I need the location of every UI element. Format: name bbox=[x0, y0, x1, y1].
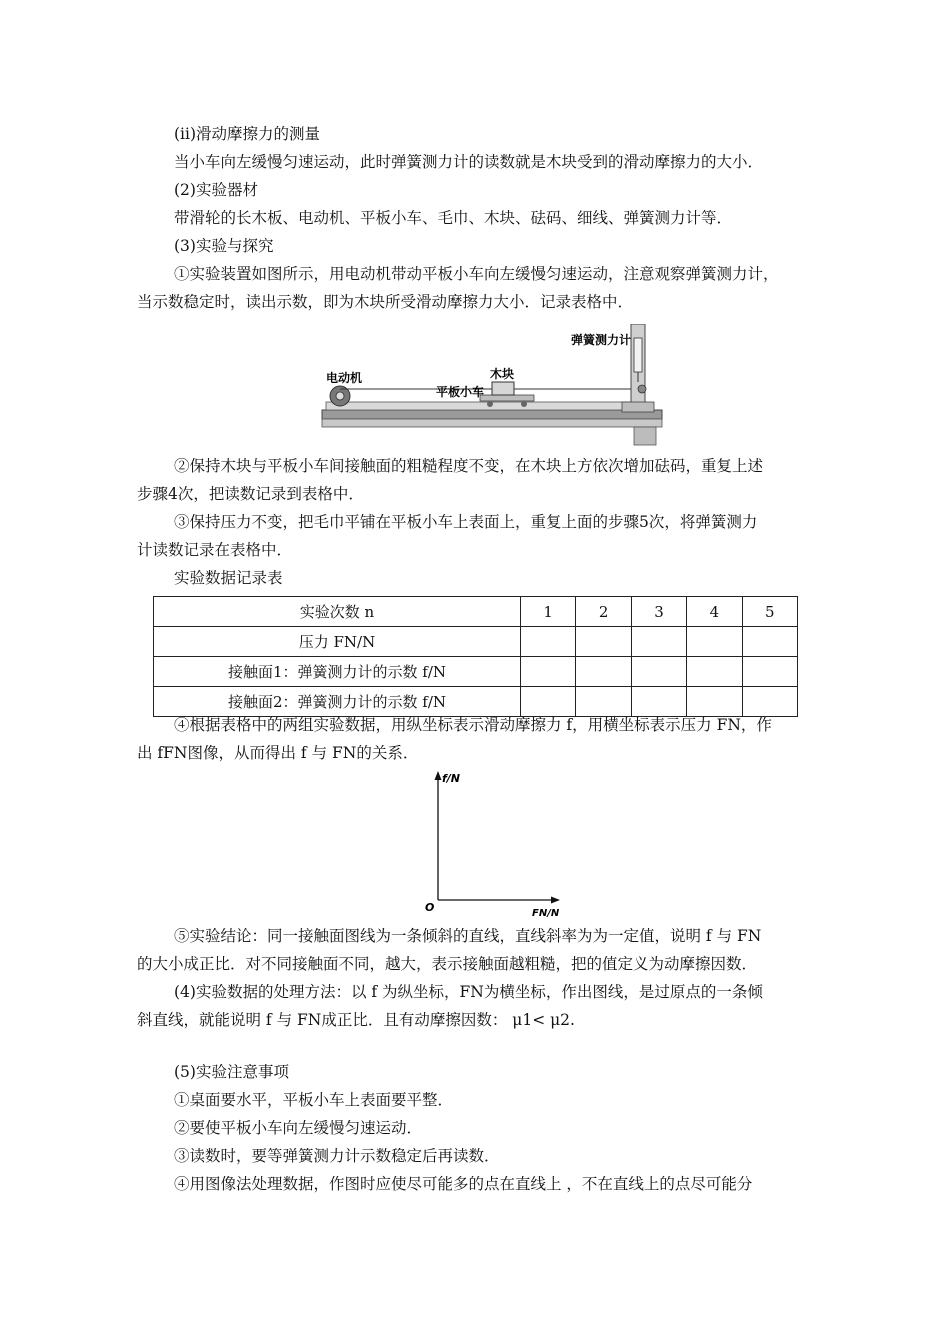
empty-cell bbox=[576, 657, 631, 687]
empty-cell bbox=[631, 627, 686, 657]
text-note1: ①桌面要水平，平板小车上表面要平整． bbox=[174, 1091, 454, 1109]
label-spring-scale: 弹簧测力计 bbox=[571, 333, 632, 347]
empty-cell bbox=[742, 657, 797, 687]
wood-block-icon bbox=[492, 382, 514, 395]
text-step2-a: ②保持木块与平板小车间接触面的粗糙程度不变，在木块上方依次增加砝码，重复上述 bbox=[174, 457, 764, 475]
text-step1-b: 当示数稳定时，读出示数，即为木块所受滑动摩擦力大小．记录表格中． bbox=[137, 293, 634, 311]
text-conclusion-a: ⑤实验结论：同一接触面图线为一条倾斜的直线，直线斜率为为一定值，说明 f 与 FN bbox=[174, 927, 762, 945]
text-conclusion-b: 的大小成正比．对不同接触面不同，越大，表示接触面越粗糙，把的值定义为动摩擦因数． bbox=[137, 955, 758, 973]
empty-cell bbox=[521, 627, 576, 657]
empty-cell bbox=[576, 627, 631, 657]
axes-figure bbox=[420, 768, 570, 923]
text-step3-b: 计读数记录在表格中． bbox=[137, 541, 293, 559]
text-processing-b: 斜直线，就能说明 f 与 FN成正比．且有动摩擦因数： μ1< μ2. bbox=[137, 1011, 575, 1029]
empty-cell bbox=[631, 657, 686, 687]
trial-cell: 3 bbox=[631, 597, 686, 627]
table-row bbox=[154, 627, 798, 657]
table-row bbox=[154, 657, 798, 687]
text-note4: ④用图像法处理数据，作图时应使尽可能多的点在直线上 ，不在直线上的点尽可能分 bbox=[174, 1175, 753, 1193]
empty-cell bbox=[521, 657, 576, 687]
row-header-pressure: 压力 FN/N bbox=[154, 627, 521, 657]
text-processing-a: (4)实验数据的处理方法：以 f 为纵坐标，FN为横坐标，作出图线，是过原点的一条倾 bbox=[174, 983, 763, 1001]
y-axis-label: f/N bbox=[442, 772, 461, 785]
empty-cell bbox=[742, 687, 797, 717]
empty-cell bbox=[521, 687, 576, 717]
heading-experiment: (3)实验与探究 bbox=[174, 237, 274, 255]
text-step2-b: 步骤4次，把读数记录到表格中． bbox=[137, 485, 364, 503]
trial-cell: 5 bbox=[742, 597, 797, 627]
origin-label: O bbox=[425, 901, 435, 914]
text-step3-a: ③保持压力不变，把毛巾平铺在平板小车上表面上，重复上面的步骤5次，将弹簧测力 bbox=[174, 513, 758, 531]
table-title: 实验数据记录表 bbox=[174, 569, 283, 587]
row-header-surface2: 接触面2：弹簧测力计的示数 f/N bbox=[154, 687, 521, 717]
row-header-trial: 实验次数 n bbox=[154, 597, 521, 627]
spring-scale-icon bbox=[634, 338, 642, 372]
text-step1-a: ①实验装置如图所示，用电动机带动平板小车向左缓慢匀速运动，注意观察弹簧测力计， bbox=[174, 265, 779, 283]
heading-notes: (5)实验注意事项 bbox=[174, 1063, 289, 1081]
data-record-table bbox=[153, 596, 798, 717]
trial-cell: 1 bbox=[521, 597, 576, 627]
text-sliding-friction-measure: (ⅱ)滑动摩擦力的测量 bbox=[174, 125, 321, 143]
text-step4-a: ④根据表格中的两组实验数据，用纵坐标表示滑动摩擦力 f，用横坐标表示压力 FN，作 bbox=[174, 716, 772, 734]
text-note3: ③读数时，要等弹簧测力计示数稳定后再读数． bbox=[174, 1147, 500, 1165]
empty-cell bbox=[742, 627, 797, 657]
text-equipment-list: 带滑轮的长木板、电动机、平板小车、毛巾、木块、砝码、细线、弹簧测力计等． bbox=[174, 209, 733, 227]
empty-cell bbox=[576, 687, 631, 717]
empty-cell bbox=[687, 627, 742, 657]
label-cart: 平板小车 bbox=[436, 385, 485, 399]
text-note2: ②要使平板小车向左缓慢匀速运动． bbox=[174, 1119, 423, 1137]
empty-cell bbox=[687, 687, 742, 717]
empty-cell bbox=[687, 657, 742, 687]
trial-cell: 2 bbox=[576, 597, 631, 627]
row-header-surface1: 接触面1：弹簧测力计的示数 f/N bbox=[154, 657, 521, 687]
table-row bbox=[154, 597, 798, 627]
trial-cell: 4 bbox=[687, 597, 742, 627]
x-axis-label: FN/N bbox=[532, 908, 560, 919]
apparatus-figure bbox=[318, 324, 668, 450]
text-cart-reading: 当小车向左缓慢匀速运动，此时弹簧测力计的读数就是木块受到的滑动摩擦力的大小． bbox=[174, 153, 764, 171]
text-step4-b: 出 fFN图像，从而得出 f 与 FN的关系． bbox=[137, 744, 419, 762]
empty-cell bbox=[631, 687, 686, 717]
heading-equipment: (2)实验器材 bbox=[174, 181, 258, 199]
table-row bbox=[154, 687, 798, 717]
label-block: 木块 bbox=[490, 367, 515, 381]
label-motor: 电动机 bbox=[326, 371, 363, 385]
